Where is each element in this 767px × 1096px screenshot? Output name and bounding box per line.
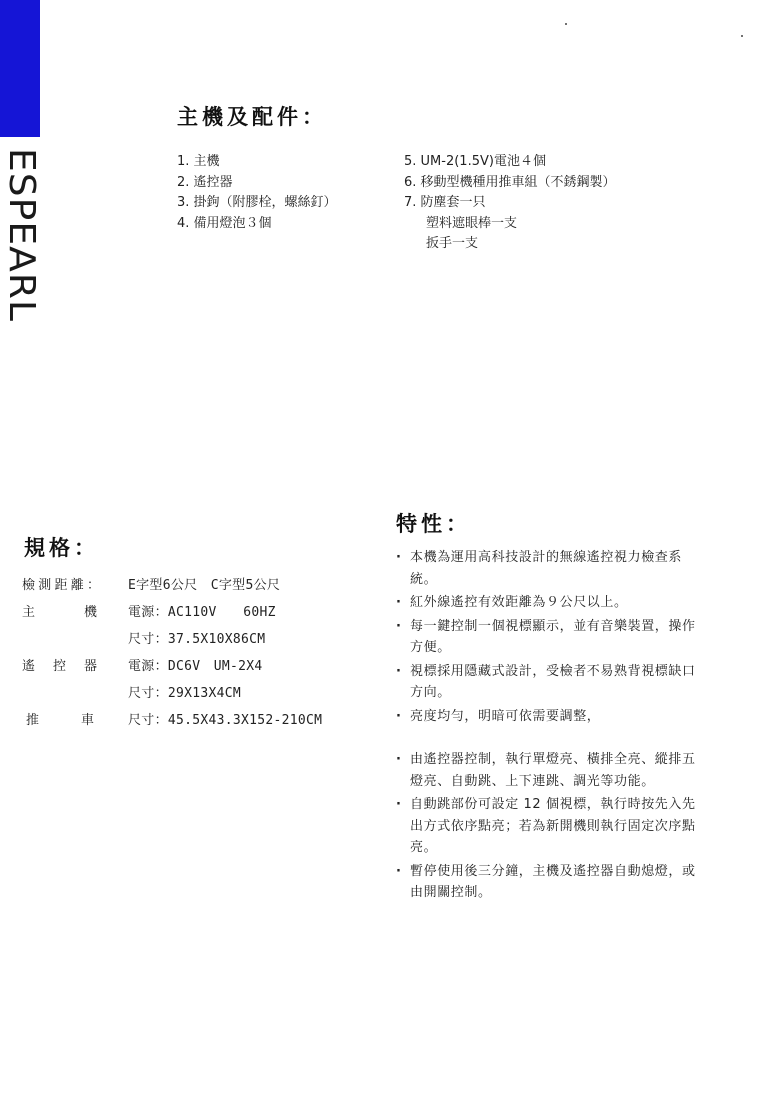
brand-logo xyxy=(1,148,42,326)
accessory-item: 扳手一支 xyxy=(426,236,479,251)
spec-label-remote: 遙 控 器 xyxy=(22,659,97,674)
speck xyxy=(741,35,743,37)
spec-value: 電源：AC110V 60HZ xyxy=(128,605,276,620)
accessory-item: 4. 備用燈泡３個 xyxy=(177,215,272,231)
feature-item: · 本機為運用高科技設計的無線遙控視力檢查系統。 xyxy=(396,547,708,590)
features-heading: 特性： xyxy=(396,512,471,536)
accessory-item: 6. 移動型機種用推車組（不銹鋼製） xyxy=(404,174,616,190)
accessories-list-right xyxy=(404,152,616,255)
spec-label-detection-distance: 檢 測 距 離 ： xyxy=(22,578,100,593)
specs-heading: 規格： xyxy=(24,536,99,560)
speck xyxy=(565,23,567,25)
spec-value: 尺寸：29X13X4CM xyxy=(128,686,242,701)
blue-side-tab xyxy=(0,0,40,137)
spec-value: 電源：DC6V UM-2X4 xyxy=(128,659,263,674)
spec-value: 尺寸：45.5X43.3X152-210CM xyxy=(128,713,323,728)
accessory-item: 2. 遙控器 xyxy=(177,174,233,190)
feature-item: · 由遙控器控制，執行單燈亮、橫排全亮、縱排五燈亮、自動跳、上下連跳、調光等功能。 xyxy=(396,749,708,792)
spec-label-main-unit: 主 機 xyxy=(22,605,97,620)
accessory-item: 5. UM-2(1.5V)電池４個 xyxy=(404,154,546,169)
feature-item: · 自動跳部份可設定 12 個視標，執行時按先入先出方式依序點亮；若為新開機則執行固定次序點亮。 xyxy=(396,794,708,859)
accessory-item: 塑料遮眼棒一支 xyxy=(426,215,518,231)
spec-value: E字型6公尺 C字型5公尺 xyxy=(128,578,281,593)
accessories-list-left xyxy=(177,152,337,234)
feature-item: · 暫停使用後三分鐘，主機及遙控器自動熄燈，或由開關控制。 xyxy=(396,861,708,904)
spec-label-cart: 推 車 xyxy=(26,713,94,728)
accessories-heading: 主機及配件： xyxy=(177,105,327,129)
accessory-item: 3. 掛鉤（附膠栓，螺絲釘） xyxy=(177,195,337,210)
feature-item: · 亮度均勻，明暗可依需要調整， xyxy=(396,706,708,728)
accessory-item: 1. 主機 xyxy=(177,154,220,169)
feature-item: · 紅外線遙控有效距離為９公尺以上。 xyxy=(396,592,708,614)
features-list xyxy=(396,547,708,906)
spec-value: 尺寸：37.5X10X86CM xyxy=(128,632,266,647)
feature-item: · 視標採用隱藏式設計，受檢者不易熟背視標缺口方向。 xyxy=(396,661,708,704)
brand-logo-text: ESPEARL xyxy=(1,148,42,315)
accessory-item: 7. 防塵套一只 xyxy=(404,195,486,210)
feature-item: · 每一鍵控制一個視標顯示，並有音樂裝置，操作方便。 xyxy=(396,616,708,659)
